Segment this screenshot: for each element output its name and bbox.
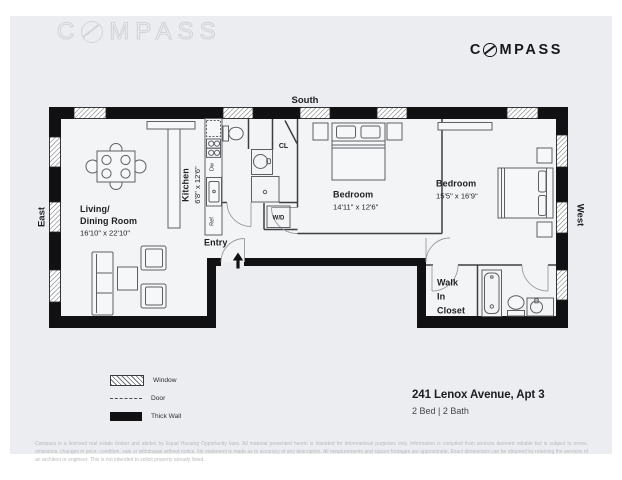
window bbox=[557, 135, 568, 167]
door-swatch-icon bbox=[110, 398, 142, 399]
disclaimer-text: Compass is a licensed real estate broker and abides by Equal Housing Opportunity laws. All material presented herein is intended for informational purposes only. Information is compiled from sources deemed reliable but is subject to errors, omissions, changes in price, condition, sale or withdrawal without notice. No statement is made as to accuracy of any description. All measurements and square footages are approximate. Exact dimensions can be obtained by retaining the services of an architect or engineer. This is not intended to solicit property already listed. bbox=[35, 441, 588, 463]
refrigerator-label: Ref bbox=[209, 217, 216, 226]
listing-address: 241 Lenox Avenue, Apt 3 bbox=[412, 389, 545, 401]
toilet-tank bbox=[223, 126, 229, 141]
window bbox=[507, 108, 538, 119]
walkin-closet-label3: Closet bbox=[437, 305, 466, 316]
window bbox=[300, 108, 330, 119]
legend bbox=[110, 375, 181, 429]
watermark-letter-c: C bbox=[57, 18, 81, 45]
legend-window-label: Window bbox=[153, 376, 177, 384]
bed bbox=[498, 168, 553, 218]
nightstand bbox=[537, 148, 552, 163]
direction-east: East bbox=[36, 206, 48, 228]
kitchen-peninsula bbox=[168, 129, 180, 228]
bedroom2-dims: 15'5" x 16'9" bbox=[436, 191, 478, 201]
coffee-table bbox=[118, 267, 138, 290]
washer-dryer-label: W/D bbox=[272, 215, 285, 222]
window bbox=[223, 108, 253, 119]
window bbox=[377, 108, 407, 119]
toilet bbox=[508, 296, 524, 310]
sofa bbox=[92, 252, 113, 315]
window bbox=[50, 137, 61, 167]
listing-beds-baths: 2 Bed | 2 Bath bbox=[412, 406, 469, 416]
legend-door-label: Door bbox=[151, 394, 166, 402]
living-room-dims: 16'10" x 22'10" bbox=[80, 228, 131, 238]
watermark-letters: MPASS bbox=[109, 18, 222, 45]
logo-letters: MPASS bbox=[499, 42, 563, 58]
dining-table bbox=[97, 151, 135, 182]
legend-door-row bbox=[110, 393, 181, 403]
closet-label: CL bbox=[278, 143, 289, 150]
bed bbox=[332, 123, 385, 180]
toilet bbox=[229, 127, 243, 140]
direction-south: South bbox=[291, 95, 319, 106]
dresser bbox=[438, 123, 492, 131]
walkin-closet-label2: In bbox=[437, 291, 446, 302]
window bbox=[50, 202, 61, 232]
entry-label: Entry bbox=[204, 237, 228, 248]
window bbox=[74, 108, 106, 119]
bedroom2-label: Bedroom bbox=[436, 178, 477, 189]
legend-thick-wall-row bbox=[110, 411, 181, 421]
bedroom1-dims: 14'11" x 12'6" bbox=[333, 202, 379, 212]
dishwasher-label: Dw bbox=[209, 162, 216, 172]
kitchen-dims: 6'8" x 12'6" bbox=[193, 166, 202, 204]
window-swatch-icon bbox=[110, 375, 144, 386]
thick-wall-swatch-icon bbox=[110, 412, 142, 421]
listing-info bbox=[412, 389, 582, 416]
nightstand bbox=[537, 222, 552, 237]
toilet-tank bbox=[508, 311, 525, 317]
kitchen-label: Kitchen bbox=[180, 168, 191, 202]
living-room-label: Living/ bbox=[80, 204, 110, 214]
direction-west: West bbox=[574, 203, 586, 227]
logo-letter-c: C bbox=[469, 42, 483, 58]
bedroom1-label: Bedroom bbox=[333, 189, 374, 200]
window bbox=[557, 270, 568, 300]
kitchen-cabinet bbox=[147, 122, 195, 130]
nightstand bbox=[387, 123, 402, 140]
window bbox=[50, 270, 61, 302]
legend-thick-wall-label: Thick Wall bbox=[151, 412, 182, 420]
nightstand bbox=[313, 123, 328, 140]
walkin-closet-label: Walk bbox=[437, 277, 459, 288]
window bbox=[557, 202, 568, 233]
legend-window-row bbox=[110, 375, 181, 385]
living-room-label2: Dining Room bbox=[80, 216, 138, 226]
